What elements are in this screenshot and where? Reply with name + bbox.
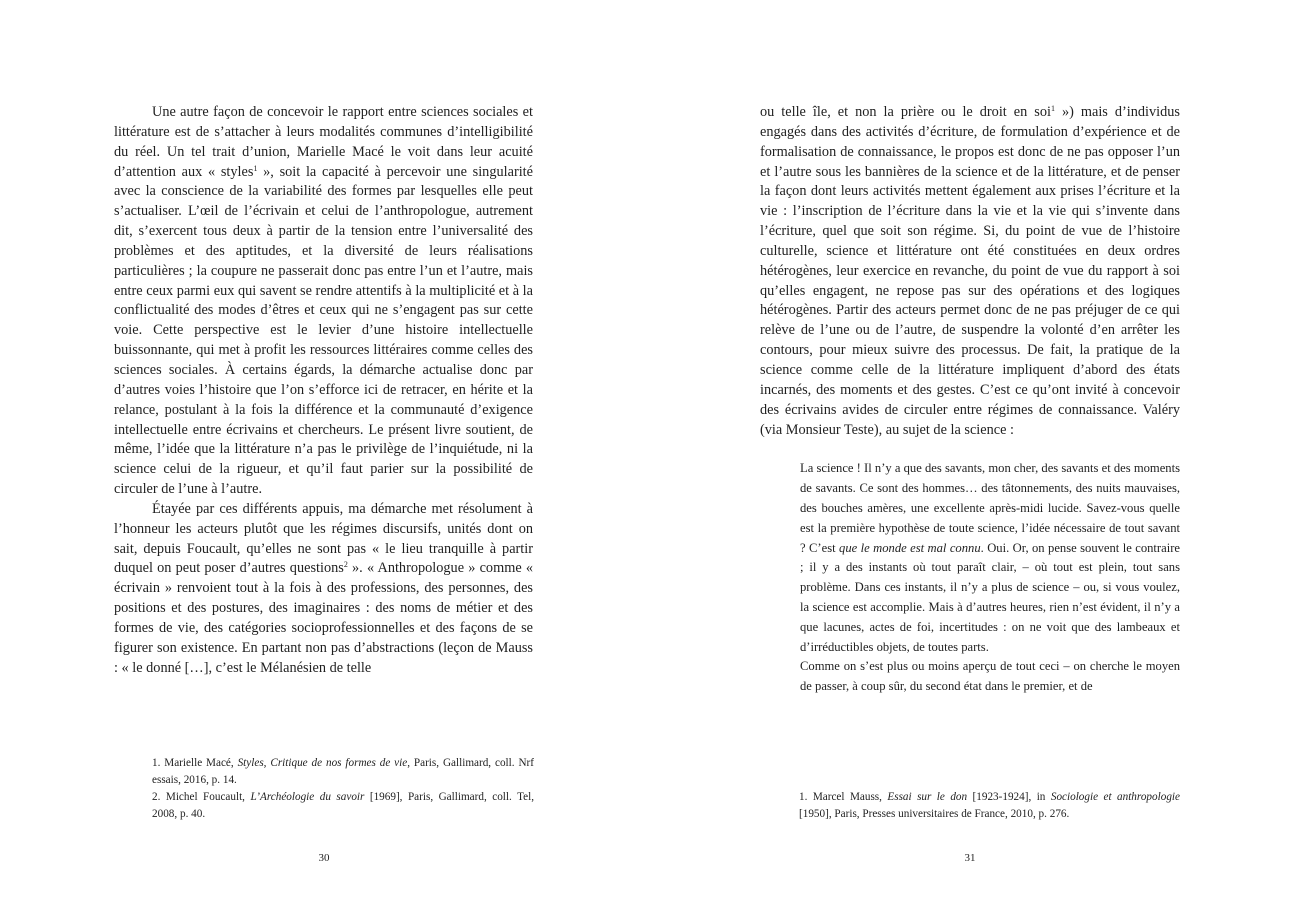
left-footnote-1-title: Styles, Critique de nos formes de vie	[237, 757, 408, 769]
right-page-number: 31	[964, 852, 976, 864]
footnote-ref-1-right: 1	[1050, 104, 1055, 113]
footnote-ref-2: 2	[343, 560, 348, 570]
block-quote-1-emphasis: que le monde est mal connu	[839, 540, 981, 555]
left-page	[0, 0, 646, 913]
footnote-ref-1: 1	[253, 163, 258, 173]
left-paragraph-2-text: Étayée par ces différents appuis, ma démarche met résolument à l’honneur les acteurs plutôt que les régimes discursifs, unités dont on sait, depuis Foucault, qu’elles ne sont pas « le lieu tranquille à partir duquel on peut poser d’autres questions	[114, 500, 533, 577]
block-quote-paragraph-2: Comme on s’est plus ou moins aperçu de tout ceci – on cherche le moyen de passer, à coup sûr, du second état dans le premier, et de	[800, 659, 1180, 694]
left-footnote-2-title: L’Archéologie du savoir	[250, 791, 365, 803]
left-footnote-1	[152, 755, 534, 789]
left-footnote-2	[152, 789, 534, 823]
left-paragraph-1-text: Une autre façon de concevoir le rapport entre sciences sociales et littérature est de s’attacher à leurs modalités communes d’intelligibilité du réel. Un tel trait d’union, Marielle Macé le voit dans leur acuité d’attention aux « styles	[114, 104, 533, 180]
block-quote-paragraph-1	[800, 459, 1180, 657]
left-footnote-2-lead: 2. Michel Foucault,	[152, 791, 251, 803]
right-footnotes	[799, 789, 1180, 823]
right-footnote-1-title2: Sociologie et anthropologie	[1050, 791, 1180, 803]
right-footnote-1-mid: [1923-1924], in	[967, 791, 1051, 803]
left-footnote-1-rest: , Paris, Gallimard, coll. Nrf essais, 2016, p. 14.	[152, 757, 534, 786]
right-footnote-1-lead: 1. Marcel Mauss,	[799, 791, 888, 803]
left-footnotes	[152, 755, 534, 823]
right-page	[646, 0, 1293, 913]
right-footnote-1-rest: [1950], Paris, Presses universitaires de France, 2010, p. 276.	[799, 808, 1070, 820]
right-body-text	[760, 103, 1180, 697]
left-page-number: 30	[318, 852, 330, 864]
right-paragraph-1-text: ou telle île, et non la prière ou le droit en soi	[760, 104, 1051, 120]
left-body-text	[114, 103, 533, 678]
right-paragraph-1	[760, 103, 1180, 440]
left-paragraph-2	[114, 500, 533, 679]
right-footnote-1-title: Essai sur le don	[887, 791, 968, 803]
valery-block-quote	[800, 459, 1180, 697]
left-footnote-2-rest: [1969], Paris, Gallimard, coll. Tel, 2008, p. 40.	[152, 791, 534, 820]
left-footnote-1-lead: 1. Marielle Macé,	[152, 757, 238, 769]
left-paragraph-2-text-end: ». « Anthropologue » comme « écrivain » renvoient tout à la fois à des professions, des personnes, des positions et des postures, des imaginaires : des noms de métier et des formes de vie, des catégories socioprofessionnelles et des façons de se figurer son existence. En partant non pas d’abstractions (leçon de Mauss : « le donné […], c’est le Mélanésien de telle	[114, 560, 534, 676]
right-paragraph-1-text-end: ») mais d’individus engagés dans des activités d’écriture, de formulation d’expérience et de formalisation de connaissance, le propos est donc de ne pas opposer l’un et l’autre sous les bannières de la science et de la littérature, et de penser la façon dont leurs activités mettent également aux prises l’écriture et la vie : l’inscription de l’écriture dans la vie et la vie qui s’invente dans l’écriture, quel que soit son régime. Si, du point de vue de l’histoire culturelle, science et littérature ont été constituées en deux ordres hétérogènes, leur exercice en revanche, du point de vue du rapport à soi qu’elles engagent, ne repose pas sur des opérations et des logiques hétérogènes. Partir des acteurs permet donc de ne pas préjuger de ce qui relève de l’une ou de l’autre, de suspendre la volonté d’en arrêter les contours, pour mieux suivre des processus. De fait, la pratique de la science comme celle de la littérature impliquent d’abord des états incarnés, des moments et des gestes. C’est ce qu’ont invité à concevoir des écrivains avides de circuler entre régimes de connaissance. Valéry (via Monsieur Teste), au sujet de la science :	[760, 104, 1180, 438]
left-paragraph-1-text-end: », soit la capacité à percevoir une singularité avec la conscience de la variabilité des formes par lesquelles elle peut s’actualiser. L’œil de l’écrivain et celui de l’anthropologue, autrement dit, s’exercent tous deux à partir de la tension entre l’universalité des problèmes et des aptitudes, et la diversité de leurs réalisations particulières ; la coupure ne passerait donc pas entre l’un et l’autre, mais entre ceux parmi eux qui savent se rendre attentifs à la multiplicité et à la conflictualité des modes d’êtres et ceux qui ne s’engagent pas sur cette voie. Cette perspective est le levier d’une histoire intellectuelle buissonnante, qui met à profit les ressources littéraires comme celles des sciences sociales. À certains égards, la démarche actualise donc par d’autres voies l’histoire que l’on s’efforce ici de retracer, en hérite et la relance, postulant à la fois la différence et la communauté d’exigence intellectuelle entre écrivains et chercheurs. Le présent livre soutient, de même, l’idée que la littérature n’a pas le privilège de l’inquiétude, ni la science celui de la rigueur, et qu’il faut parier sur la possibilité de circuler de l’une à l’autre.	[114, 163, 533, 498]
block-quote-1-rest: . Oui. Or, on pense souvent le contraire ; il y a des instants où tout paraît clair, – où tout est plein, tout sans problème. Dans ces instants, il n’y a plus de science – ou, si vous voulez, la science est accomplie. Mais à d’autres heures, rien n’est évident, il n’y a que lacunes, actes de foi, incertitudes : on ne voit que des lambeaux et d’irréductibles objets, de toutes parts.	[800, 540, 1180, 654]
right-footnote-1	[799, 789, 1180, 823]
left-paragraph-1	[114, 103, 533, 500]
block-quote-1-lead: La science ! Il n’y a que des savants, mon cher, des savants et des moments de savants. Ce sont des hommes… des tâtonnements, des nuits mauvaises, des bouches amères, une excellente après-midi lucide. Savez-vous quelle est la première hypothèse de toute science, l’idée nécessaire de tout savant ? C’est	[800, 461, 1180, 555]
